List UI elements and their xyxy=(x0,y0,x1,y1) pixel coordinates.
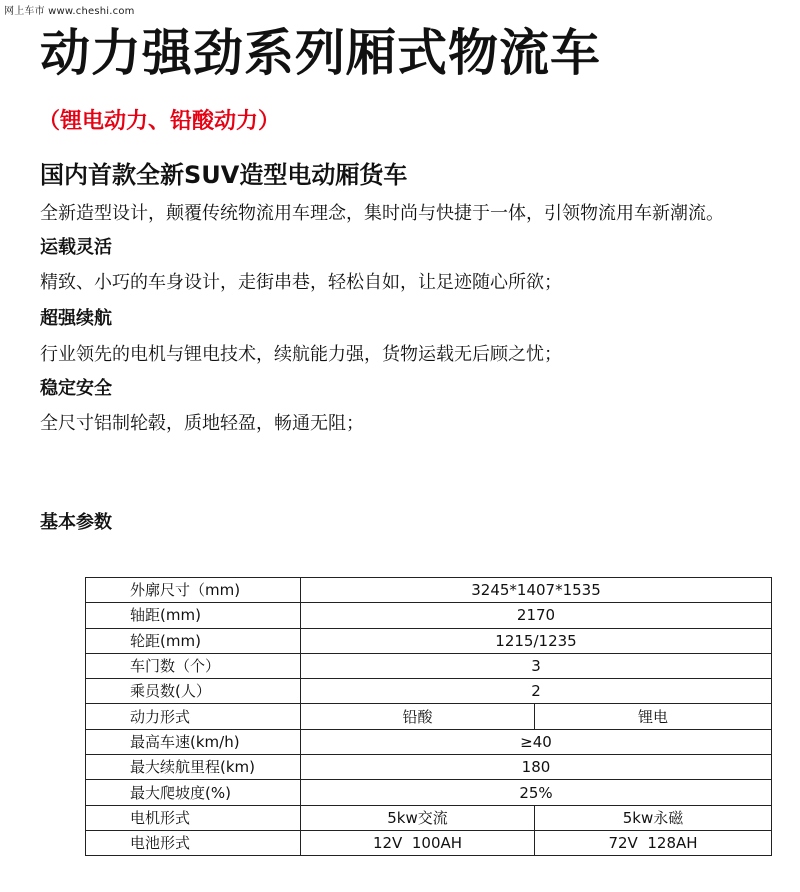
spec-value: ≥40 xyxy=(301,729,772,754)
spec-value: 2170 xyxy=(301,603,772,628)
table-row xyxy=(86,704,772,729)
spec-value: 3 xyxy=(301,653,772,678)
spec-value-lead-acid: 5kw交流 xyxy=(301,805,535,830)
power-type-subtitle: （锂电动力、铅酸动力） xyxy=(38,109,281,134)
section-heading: 国内首款全新SUV造型电动厢货车 xyxy=(40,161,408,189)
page-title: 动力强劲系列厢式物流车 xyxy=(40,24,601,82)
spec-label: 轮距(mm) xyxy=(86,628,301,653)
table-row xyxy=(86,805,772,830)
spec-value-lithium: 锂电 xyxy=(535,704,772,729)
spec-value: 2 xyxy=(301,679,772,704)
params-heading: 基本参数 xyxy=(40,512,112,533)
spec-value-lead-acid: 12V 100AH xyxy=(301,830,535,855)
table-row xyxy=(86,755,772,780)
table-row xyxy=(86,679,772,704)
table-row xyxy=(86,830,772,855)
spec-label: 电机形式 xyxy=(86,805,301,830)
spec-value: 180 xyxy=(301,755,772,780)
spec-value: 25% xyxy=(301,780,772,805)
spec-value: 3245*1407*1535 xyxy=(301,578,772,603)
spec-label: 乘员数(人） xyxy=(86,679,301,704)
spec-label: 轴距(mm) xyxy=(86,603,301,628)
spec-label: 外廓尺寸（mm) xyxy=(86,578,301,603)
spec-value-lead-acid: 铅酸 xyxy=(301,704,535,729)
table-row xyxy=(86,603,772,628)
feature-desc-flexible: 精致、小巧的车身设计，走街串巷，轻松自如，让足迹随心所欲； xyxy=(40,272,562,293)
feature-title-safety: 稳定安全 xyxy=(40,378,112,399)
table-row xyxy=(86,628,772,653)
feature-desc-endurance: 行业领先的电机与锂电技术，续航能力强，货物运载无后顾之忧； xyxy=(40,344,562,365)
intro-paragraph: 全新造型设计，颠覆传统物流用车理念，集时尚与快捷于一体，引领物流用车新潮流。 xyxy=(40,203,724,224)
spec-value: 1215/1235 xyxy=(301,628,772,653)
site-watermark: 网上车市 www.cheshi.com xyxy=(4,6,135,17)
spec-label: 动力形式 xyxy=(86,704,301,729)
spec-label: 最高车速(km/h) xyxy=(86,729,301,754)
spec-value-lithium: 5kw永磁 xyxy=(535,805,772,830)
table-row xyxy=(86,578,772,603)
feature-title-flexible: 运载灵活 xyxy=(40,237,112,258)
spec-label: 车门数（个） xyxy=(86,653,301,678)
table-row xyxy=(86,729,772,754)
feature-title-endurance: 超强续航 xyxy=(40,308,112,329)
table-row xyxy=(86,780,772,805)
spec-value-lithium: 72V 128AH xyxy=(535,830,772,855)
spec-label: 电池形式 xyxy=(86,830,301,855)
spec-table xyxy=(85,577,772,856)
feature-desc-safety: 全尺寸铝制轮毂，质地轻盈，畅通无阻； xyxy=(40,413,364,434)
spec-label: 最大爬坡度(%) xyxy=(86,780,301,805)
spec-label: 最大续航里程(km) xyxy=(86,755,301,780)
table-row xyxy=(86,653,772,678)
